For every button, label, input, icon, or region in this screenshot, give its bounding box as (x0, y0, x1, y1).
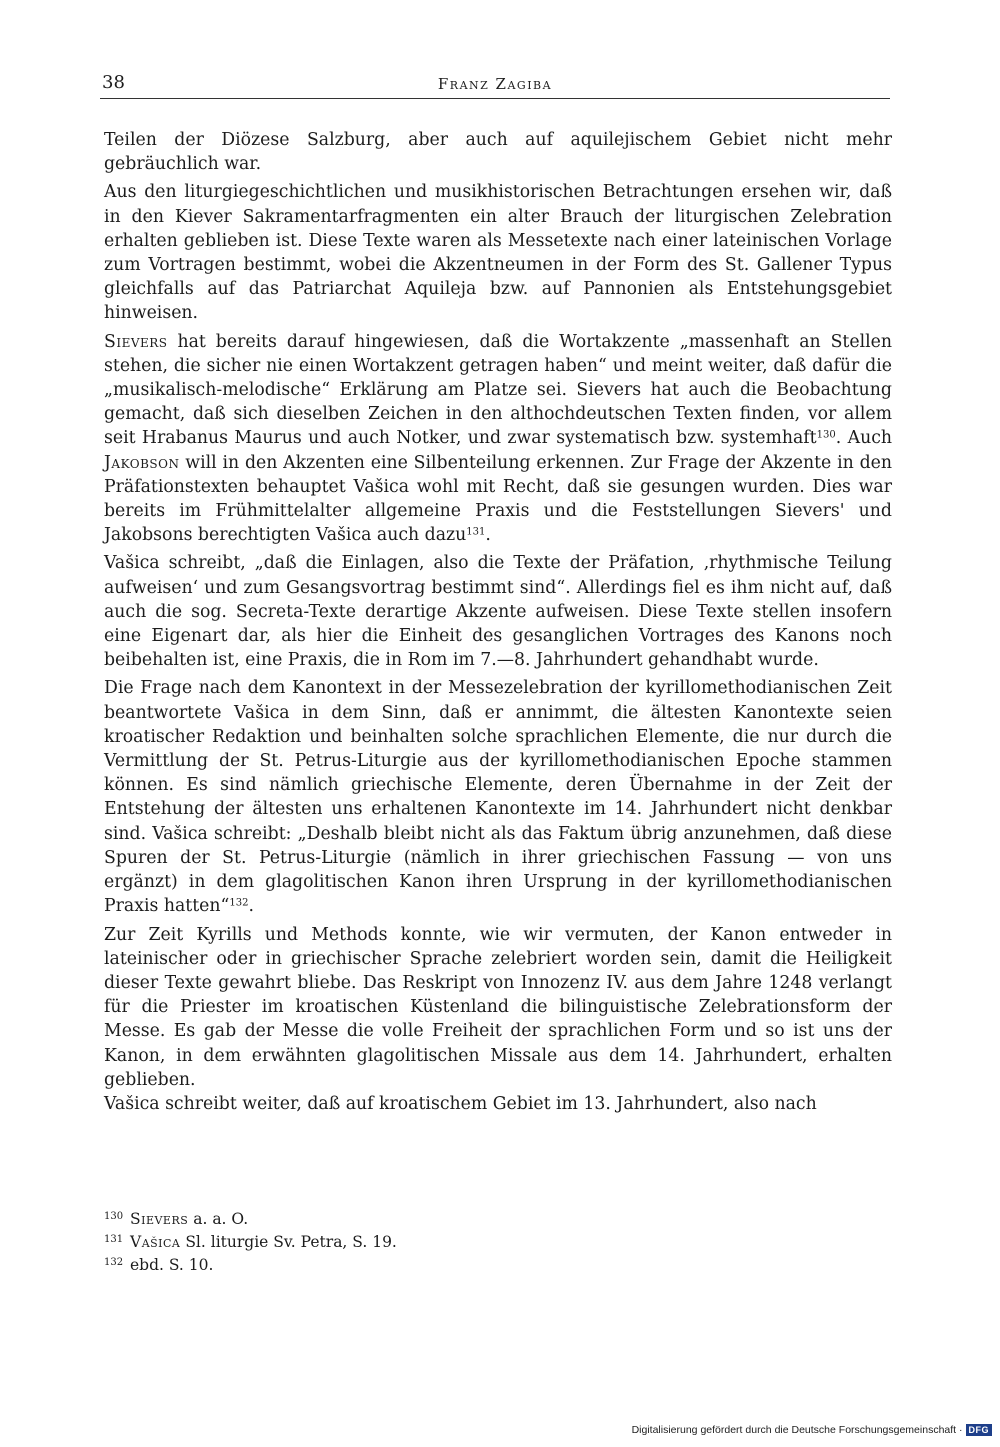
running-head: Franz Zagiba (437, 75, 553, 93)
footnote-ref: 132 (229, 897, 249, 909)
paragraph-text: Vašica schreibt weiter, daß auf kroatischem Gebiet im 13. Jahrhundert, also nach (104, 1093, 817, 1114)
author-name: Sievers (104, 331, 168, 352)
paragraph-text: . Auch (835, 428, 893, 449)
page-number: 38 (102, 72, 125, 93)
footnote-author: Vašica (130, 1233, 181, 1251)
dfg-logo-icon: DFG (966, 1424, 993, 1436)
credit-text: Digitalisierung gefördert durch die Deutsche Forschungsgemeinschaft · (631, 1424, 963, 1436)
footnote: 132 ebd. S. 10. (104, 1256, 214, 1274)
paragraph-text: Zur Zeit Kyrills und Methods konnte, wie wir vermuten, der Kanon entweder in lateinischer oder in griechischer Sprache zelebriert worden sein, damit die Heiligkeit dieser Texte gewahrt bliebe. Das Reskript von Innozenz IV. aus dem Jahre 1248 verlangt für die Priester im kroatischen Küstenland die bilinguistische Zelebrationsform der Messe. Es gab der Messe die volle Freiheit der sprachlichen Form und so ist uns der Kanon, in dem erwähnten glagolitischen Missale aus dem 14. Jahrhundert, erhalten geblieben. (104, 924, 892, 1090)
footnote-ref: 130 (816, 429, 836, 441)
paragraph-text: . (248, 896, 254, 917)
footnote-text: a. a. O. (188, 1210, 249, 1228)
footnote-ref: 131 (466, 526, 486, 538)
paragraph (104, 551, 892, 672)
paragraph (104, 128, 892, 176)
footnote: 130 Sievers a. a. O. (104, 1210, 249, 1228)
footnote-text: ebd. S. 10. (130, 1256, 214, 1274)
paragraph-text: Vašica schreibt, „daß die Einlagen, also die Texte der Präfation, ‚rhythmische Teilung aufweisen‘ und zum Gesangsvortrag bestimmt sind“. Allerdings fiel es ihm nicht auf, daß auch die sog. Secreta-Texte derartige Akzente aufweisen. Diese Texte stellen insofern eine Eigenart dar, als hier die Einheit des gesanglichen Vortrages des Kanons noch beibehalten ist, eine Praxis, die in Rom im 7.—8. Jahrhundert gehandhabt wurde. (104, 553, 892, 671)
paragraph (104, 330, 892, 548)
page-header (100, 72, 890, 99)
paragraph-text: hat bereits darauf hingewiesen, daß die Wortakzente „massenhaft an Stellen stehen, die sicher nie einen Wortakzent getragen haben“ und meint weiter, daß dafür die „musikalisch-melodische“ Erklärung am Platze sei. Sievers hat auch die Beobachtung gemacht, daß sich dieselben Zeichen in den althochdeutschen Texten finden, vor allem seit Hrabanus Maurus und auch Notker, und zwar systematisch bzw. systemhaft (104, 331, 892, 449)
paragraph-text: Teilen der Diözese Salzburg, aber auch auf aquilejischem Gebiet nicht mehr gebräuchlich war. (104, 130, 892, 175)
footnote-author: Sievers (130, 1210, 189, 1228)
digitization-credit (632, 1424, 992, 1436)
paragraph (104, 676, 892, 918)
paragraph-text: Aus den liturgiegeschichtlichen und musikhistorischen Betrachtungen ersehen wir, daß in den Kiever Sakramentarfragmenten ein alter Brauch der liturgischen Zelebration erhalten geblieben ist. Diese Texte waren als Messetexte nach einer lateinischen Vorlage zum Vortragen bestimmt, wobei die Akzentneumen in der Form des St. Gallener Typus gleichfalls auf das Patriarchat Aquileja bzw. auf Pannonien als Entstehungsgebiet hinweisen. (104, 182, 892, 324)
paragraph (104, 923, 892, 1117)
paragraph-text: will in den Akzenten eine Silbenteilung erkennen. Zur Frage der Akzente in den Präfationstexten behauptet Vašica wohl mit Recht, daß sie gesungen wurden. Dies war bereits im Frühmittelalter allgemeine Praxis und die Feststellungen Sievers' und Jakobsons berechtigten Vašica auch dazu (104, 452, 892, 546)
main-text (104, 128, 892, 1116)
paragraph-text: . (485, 525, 491, 546)
footnote: 131 Vašica Sl. liturgie Sv. Petra, S. 19. (104, 1233, 397, 1251)
author-name: Jakobson (104, 452, 180, 473)
footnote-text: Sl. liturgie Sv. Petra, S. 19. (180, 1233, 397, 1251)
footnotes (104, 1208, 704, 1277)
paragraph-text: Die Frage nach dem Kanontext in der Messezelebration der kyrillomethodianischen Zeit beantwortete Vašica in dem Sinn, daß er annimmt, die ältesten Kanontexte seien kroatischer Redaktion und beinhalten solche sprachlichen Elemente, die nur durch die Vermittlung der St. Petrus-Liturgie aus der kyrillomethodianischen Epoche stammen können. Es sind nämlich griechische Elemente, deren Übernahme in der Zeit der Entstehung der ältesten uns erhaltenen Kanontexte im 14. Jahrhundert nicht denkbar sind. Vašica schreibt: „Deshalb bleibt nicht als das Faktum übrig anzunehmen, daß diese Spuren der St. Petrus-Liturgie (nämlich in ihrer griechischen Fassung — von uns ergänzt) in dem glagolitischen Kanon ihren Ursprung in der kyrillomethodianischen Praxis hatten“ (104, 678, 892, 917)
paragraph (104, 180, 892, 325)
